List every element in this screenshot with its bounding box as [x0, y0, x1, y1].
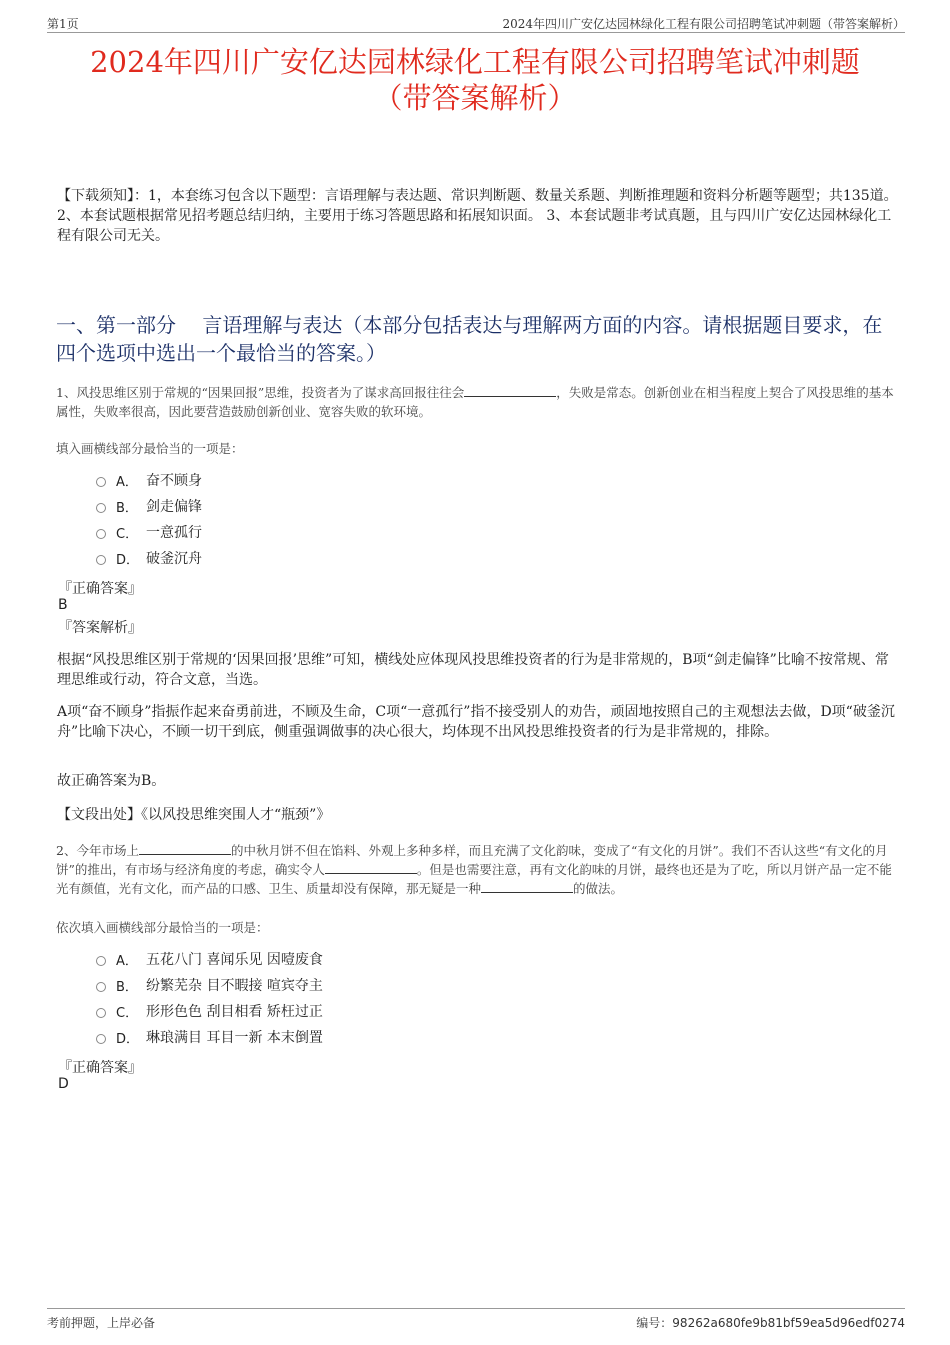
- option-letter: C．: [116, 1005, 139, 1021]
- option-text: 形形色色 刮目相看 矫枉过正: [146, 1004, 323, 1020]
- answer-label: 『正确答案』: [58, 1060, 142, 1076]
- question-2-text-part: 的做法。: [573, 881, 624, 896]
- radio-icon[interactable]: [96, 555, 106, 565]
- question-2-prompt: 依次填入画横线部分最恰当的一项是：: [56, 920, 269, 935]
- option-text: 破釜沉舟: [146, 551, 202, 567]
- analysis-label: 『答案解析』: [58, 620, 142, 636]
- option-d[interactable]: [96, 1024, 323, 1050]
- question-2-text-part: 。但是也需要注意，再有文化韵味的月饼，最终也还是为了吃，所以月饼产品一定不能光有颜值，光有文化，而产品的口感、卫生、质量却没有保障，那无疑是一种: [56, 862, 892, 896]
- fill-blank: [139, 842, 231, 855]
- question-2-options: [96, 946, 323, 1050]
- section-heading: 一、第一部分 言语理解与表达（本部分包括表达与理解两方面的内容。请根据题目要求，在四个选项中选出一个最恰当的答案。）: [56, 313, 883, 365]
- option-c[interactable]: [96, 998, 323, 1024]
- option-c[interactable]: [96, 519, 202, 545]
- option-text: 一意孤行: [146, 525, 202, 541]
- question-2-text: [56, 841, 902, 898]
- code-label: 编号：: [636, 1316, 673, 1330]
- question-1-options: [96, 467, 202, 571]
- title-line-2: （带答案解析）: [373, 81, 577, 115]
- option-letter: B．: [116, 979, 138, 995]
- option-letter: D．: [116, 552, 140, 568]
- answer-value: B: [58, 597, 68, 613]
- option-b[interactable]: [96, 972, 323, 998]
- option-b[interactable]: [96, 493, 202, 519]
- option-letter: B．: [116, 500, 138, 516]
- radio-icon[interactable]: [96, 1034, 106, 1044]
- radio-icon[interactable]: [96, 477, 106, 487]
- page-number: 第1页: [47, 17, 79, 31]
- radio-icon[interactable]: [96, 982, 106, 992]
- option-d[interactable]: [96, 545, 202, 571]
- option-text: 奋不顾身: [146, 473, 202, 489]
- option-text: 五花八门 喜闻乐见 因噎废食: [146, 952, 323, 968]
- radio-icon[interactable]: [96, 529, 106, 539]
- answer-label: 『正确答案』: [58, 581, 142, 597]
- question-2-text-part: 的中秋月饼不但在馅料、外观上多种多样，而且充满了文化韵味，变成了“有文化的月饼”。我们不否认这些“有文化的月饼”的推出，有市场与经济角度的考虑，确实令人: [56, 843, 888, 877]
- page-header: [47, 12, 905, 33]
- option-letter: C．: [116, 526, 139, 542]
- option-letter: A．: [116, 953, 138, 969]
- question-2-text-part: 2、今年市场上: [56, 843, 139, 858]
- page-footer: [47, 1308, 905, 1333]
- analysis-paragraph-1: 根据“风投思维区别于常规的‘因果回报’思维”可知，横线处应体现风投思维投资者的行为是非常规的，B项“剑走偏锋”比喻不按常规、常理思维或行动，符合文意，当选。: [57, 652, 889, 688]
- radio-icon[interactable]: [96, 503, 106, 513]
- option-letter: D．: [116, 1031, 140, 1047]
- radio-icon[interactable]: [96, 1008, 106, 1018]
- analysis-paragraph-2: A项“奋不顾身”指振作起来奋勇前进，不顾及生命，C项“一意孤行”指不接受别人的劝告，顽固地按照自己的主观想法去做，D项“破釜沉舟”比喻下决心，不顾一切干到底，侧重强调做事的决心很大，均体现不出风投思维投资者的行为是非常规的，排除。: [57, 704, 895, 740]
- option-a[interactable]: [96, 946, 323, 972]
- footer-code: [636, 1314, 905, 1331]
- fill-blank: [325, 861, 417, 874]
- option-text: 剑走偏锋: [146, 499, 202, 515]
- source-citation: 【文段出处】《以风投思维突围人才“瓶颈”》: [57, 807, 331, 823]
- option-letter: A．: [116, 474, 138, 490]
- option-text: 琳琅满目 耳目一新 本末倒置: [146, 1030, 323, 1046]
- code-value: 98262a680fe9b81bf59ea5d96edf0274: [672, 1316, 905, 1330]
- option-a[interactable]: [96, 467, 202, 493]
- radio-icon[interactable]: [96, 956, 106, 966]
- option-text: 纷繁芜杂 目不暇接 喧宾夺主: [146, 978, 323, 994]
- question-1-prompt: 填入画横线部分最恰当的一项是：: [56, 441, 244, 456]
- answer-value: D: [58, 1076, 69, 1092]
- fill-blank: [481, 880, 573, 893]
- footer-slogan: 考前押题，上岸必备: [47, 1316, 156, 1330]
- analysis-conclusion: 故正确答案为B。: [57, 773, 166, 789]
- title-line-1: 2024年四川广安亿达园林绿化工程有限公司招聘笔试冲刺题: [90, 45, 860, 79]
- question-1-text-part: 1、风投思维区别于常规的“因果回报”思维，投资者为了谋求高回报往往会: [56, 385, 465, 400]
- download-notice: 【下载须知】：1，本套练习包含以下题型：言语理解与表达题、常识判断题、数量关系题、判断推理题和资料分析题等题型；共135道。 2、本套试题根据常见招考题总结归纳，主要用于练习答题思路和拓展知识面。 3、本套试题非考试真题，且与四川广安亿达园林绿化工程有限公司无关。: [57, 188, 898, 244]
- question-1-text-part: ，失败是常态。创新创业在相当程度上契合了风投思维的基本属性，失败率很高，因此要营造鼓励创新创业、宽容失败的软环境。: [56, 385, 894, 419]
- fill-blank: [464, 384, 556, 397]
- header-doc-title: 2024年四川广安亿达园林绿化工程有限公司招聘笔试冲刺题（带答案解析）: [502, 17, 905, 31]
- question-1-text: [56, 383, 902, 421]
- page-title: [40, 44, 910, 116]
